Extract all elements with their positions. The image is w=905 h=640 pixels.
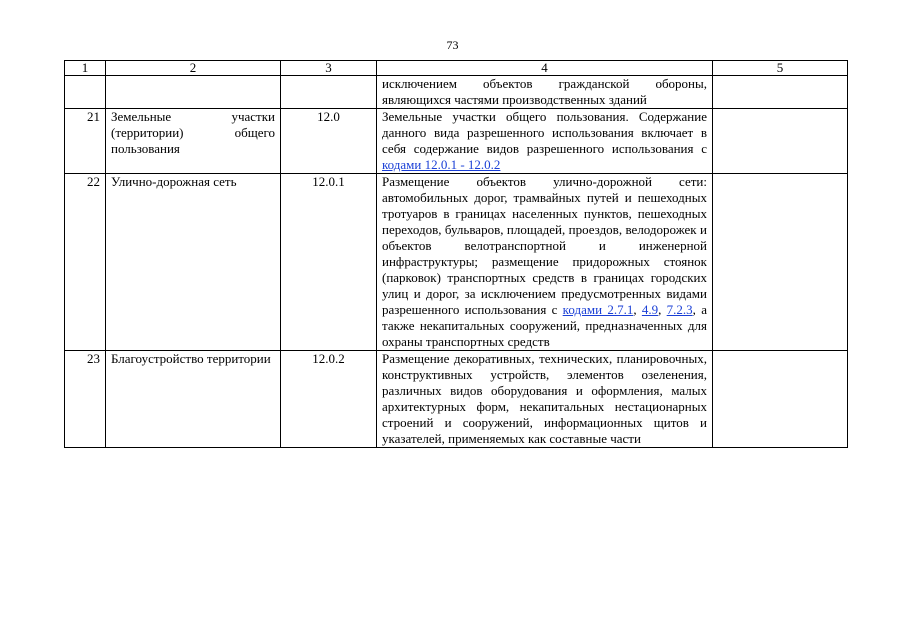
table-row <box>65 174 848 351</box>
row-name <box>106 76 281 109</box>
land-use-table <box>64 60 848 448</box>
row-code: 12.0.1 <box>281 174 377 351</box>
row-note <box>713 76 848 109</box>
codes-link[interactable]: кодами 2.7.1 <box>562 302 634 317</box>
header-row <box>65 61 848 76</box>
description-text: Земельные участки общего пользования. Содержание данного вида разрешенного использования включает в себя содержание видов разрешенного использования с <box>382 109 707 156</box>
row-description <box>377 109 713 174</box>
row-note <box>713 351 848 448</box>
page-number: 73 <box>446 38 459 52</box>
row-description: исключением объектов гражданской обороны, являющихся частями производственных зданий <box>377 76 713 109</box>
row-description <box>377 174 713 351</box>
header-col-2: 2 <box>106 61 281 76</box>
row-code: 12.0 <box>281 109 377 174</box>
row-number: 21 <box>65 109 106 174</box>
header-col-4: 4 <box>377 61 713 76</box>
row-note <box>713 174 848 351</box>
row-note <box>713 109 848 174</box>
description-text: Размещение объектов улично-дорожной сети: автомобильных дорог, трамвайных путей и пешеходных тротуаров в границах населенных пунктов, пешеходных переходов, бульваров, площадей, проездов, велодорожек и объектов велотранспортной и инженерной инфраструктуры; размещение придорожных стоянок (парковок) транспортных средств в границах городских улиц и дорог, за исключением предусмотренных видами разрешенного использования с <box>382 174 707 317</box>
row-name: Улично-дорожная сеть <box>106 174 281 351</box>
row-code <box>281 76 377 109</box>
table-row <box>65 109 848 174</box>
header-col-5: 5 <box>713 61 848 76</box>
header-col-1: 1 <box>65 61 106 76</box>
separator-text: , <box>633 302 642 317</box>
separator-text: , <box>658 302 667 317</box>
row-number: 22 <box>65 174 106 351</box>
row-number <box>65 76 106 109</box>
code-link[interactable]: 4.9 <box>641 302 659 317</box>
header-col-3: 3 <box>281 61 377 76</box>
row-name: Земельные участки (территории) общего пользования <box>106 109 281 174</box>
code-link[interactable]: 7.2.3 <box>666 302 693 317</box>
row-name: Благоустройство территории <box>106 351 281 448</box>
codes-link[interactable]: кодами 12.0.1 - 12.0.2 <box>382 157 501 172</box>
row-number: 23 <box>65 351 106 448</box>
table-row <box>65 76 848 109</box>
row-description: Размещение декоративных, технических, планировочных, конструктивных устройств, элементов озеленения, различных видов оборудования и оформления, малых архитектурных форм, некапитальных нестационарных строений и сооружений, информационных щитов и указателей, применяемых как составные части <box>377 351 713 448</box>
description-text: , а также некапитальных сооружений, предназначенных для охраны транспортных средств <box>382 302 707 349</box>
table-row <box>65 351 848 448</box>
row-code: 12.0.2 <box>281 351 377 448</box>
